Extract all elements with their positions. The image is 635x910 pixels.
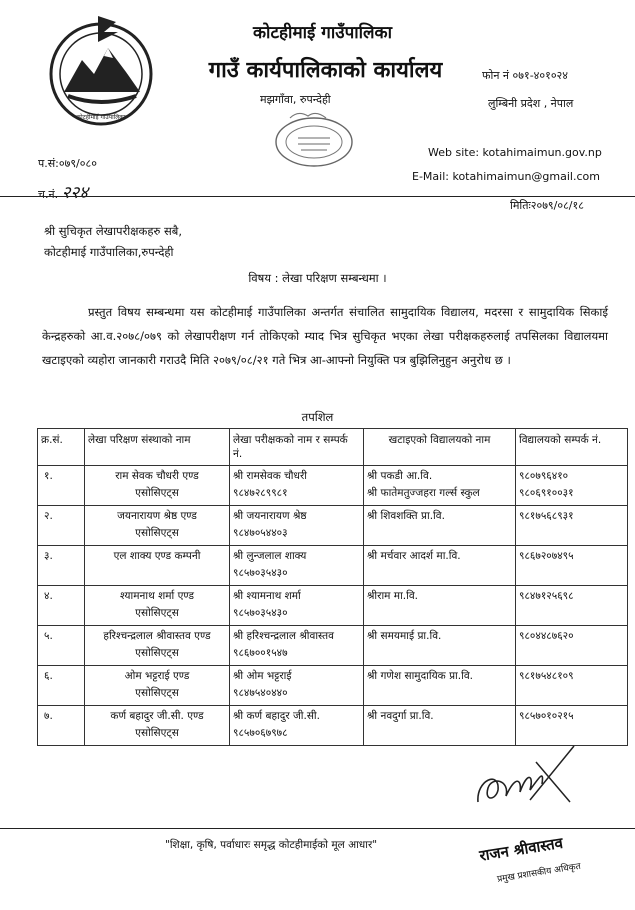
row-contact: [516, 666, 628, 706]
row-contact: [516, 466, 628, 506]
row-school-line: श्री मर्चवार आदर्श मा.वि.: [367, 550, 461, 562]
signature-icon: [470, 740, 580, 820]
row-auditor-line: श्री जयनारायण श्रेष्ठ: [233, 510, 307, 522]
row-school: [364, 626, 516, 666]
row-org-line: एसोसिएट्स: [135, 687, 179, 699]
row-sn-line: ४.: [44, 590, 53, 602]
row-auditor-line: ९८५७०६७९७८: [233, 727, 288, 739]
row-contact-line: ९८०७९६४१०: [519, 470, 569, 482]
chalani-value: २२४: [61, 183, 89, 203]
row-org-line: एसोसिएट्स: [135, 727, 179, 739]
table-row: [38, 466, 628, 506]
row-org-line: राम सेवक चौधरी एण्ड: [115, 470, 199, 482]
row-auditor-line: ९८४७०५४४०३: [233, 527, 288, 539]
row-contact: [516, 586, 628, 626]
table-row: [38, 586, 628, 626]
row-auditor-line: ९८५७०३५४३०: [233, 567, 288, 579]
province-address: लुम्बिनी प्रदेश , नेपाल: [488, 97, 574, 110]
addressee-line-1: श्री सुचिकृत लेखापरीक्षकहरु सबै,: [44, 224, 182, 238]
row-auditor-line: श्री हरिश्चन्द्रलाल श्रीवास्तव: [233, 630, 334, 642]
row-org: [85, 586, 230, 626]
row-org-line: कर्ण बहादुर जी.सी. एण्ड: [110, 710, 204, 722]
header-contact: विद्यालयको सम्पर्क नं.: [516, 429, 628, 466]
row-school: [364, 586, 516, 626]
row-contact-line: ९८४७१२५६९८: [519, 590, 574, 602]
row-school: [364, 546, 516, 586]
row-auditor: [230, 466, 364, 506]
row-school: [364, 666, 516, 706]
row-sn: [38, 586, 85, 626]
row-sn-line: २.: [44, 510, 53, 522]
row-auditor: [230, 666, 364, 706]
row-auditor-line: श्री रामसेवक चौधरी: [233, 470, 307, 482]
letter-date: मितिः२०७९/०८/१८: [510, 199, 584, 212]
letter-body: प्रस्तुत विषय सम्बन्धमा यस कोटहीमाई गाउँपालिका अन्तर्गत संचालित सामुदायिक विद्यालय, मदरसा र सामुदायिक सिकाई केन्द्रहरुको आ.व.२०७८/०७९ को लेखापरीक्षण गर्न तोकिएको म्याद भित्र सुचिकृत भएका लेखा परीक्षकहरुलाई तपसिलका विद्यालयमा खटाइएको व्यहोरा जानकारी गराउदै मिति २०७९/०८/२१ गते भित्र आ-आफ्नो नियुक्ति पत्र बुझिलिनुहुन अनुरोध छ ।: [42, 305, 608, 367]
signatory-name: राजन श्रीवास्तव: [478, 833, 565, 865]
row-school: [364, 506, 516, 546]
website: Web site: kotahimaimun.gov.np: [428, 146, 602, 159]
chalani-number: [38, 180, 88, 203]
footer-divider: [0, 828, 635, 829]
row-contact: [516, 506, 628, 546]
row-org-line: एसोसिएट्स: [135, 527, 179, 539]
row-contact-line: ९८१७५४८१०९: [519, 670, 574, 682]
row-org: [85, 706, 230, 746]
row-org: [85, 506, 230, 546]
row-org-line: श्यामनाथ शर्मा एण्ड: [119, 590, 195, 602]
row-school: [364, 466, 516, 506]
signatory-designation: प्रमुख प्रशासकीय अधिकृत: [496, 861, 582, 885]
chalani-label: च.नं.: [38, 188, 59, 201]
header-sn: क्र.सं.: [38, 429, 85, 466]
row-org-line: ओम भट्टराई एण्ड: [124, 670, 190, 682]
office-location: मझगाँवा, रुपन्देही: [260, 93, 331, 106]
row-org: [85, 466, 230, 506]
row-org-line: एसोसिएट्स: [135, 487, 179, 499]
table-row: [38, 666, 628, 706]
row-auditor-line: ९८४७२८९९८१: [233, 487, 288, 499]
row-sn: [38, 626, 85, 666]
row-auditor: [230, 706, 364, 746]
row-auditor: [230, 626, 364, 666]
header-auditor: लेखा परीक्षकको नाम र सम्पर्क नं.: [230, 429, 364, 466]
municipality-name: कोटहीमाई गाउँपालिका: [252, 23, 393, 43]
row-school-line: श्री शिवशक्ति प्रा.वि.: [367, 510, 445, 522]
row-sn-line: ३.: [44, 550, 53, 562]
table-row: [38, 506, 628, 546]
row-org-line: जयनारायण श्रेष्ठ एण्ड: [117, 510, 197, 522]
row-school-line: श्री पकडी आ.वि.: [367, 470, 433, 482]
row-auditor-line: श्री ओम भट्टराई: [233, 670, 292, 682]
phone-number: फोन नं ०७१-४०१०२४: [482, 69, 568, 82]
row-school-line: श्री गणेश सामुदायिक प्रा.वि.: [367, 670, 474, 682]
footer-motto: "शिक्षा, कृषि, पर्वाधारः समृद्ध कोटहीमाईको मूल आधार": [165, 839, 378, 851]
row-org-line: हरिश्चन्द्रलाल श्रीवास्तव एण्ड: [103, 630, 211, 642]
row-auditor-line: ९८५७०३५४३०: [233, 607, 288, 619]
row-contact-line: ९८५७०१०२१५: [519, 710, 574, 722]
row-org-line: एसोसिएट्स: [135, 647, 179, 659]
row-contact-line: ९८०६९१००३१: [519, 487, 574, 499]
table-header-row: [38, 429, 628, 466]
row-contact-line: ९८१७५६८९३१: [519, 510, 574, 522]
email: E-Mail: kotahimaimun@gmail.com: [412, 170, 600, 183]
row-auditor-line: श्री लुन्जलाल शाक्य: [233, 550, 307, 562]
row-school-line: श्रीराम मा.वि.: [367, 590, 419, 602]
row-sn-line: ६.: [44, 670, 53, 682]
header-school: खटाइएको विद्यालयको नाम: [364, 429, 516, 466]
row-sn: [38, 666, 85, 706]
table-row: [38, 626, 628, 666]
row-auditor: [230, 546, 364, 586]
row-auditor-line: श्री श्यामनाथ शर्मा: [233, 590, 301, 602]
header-org: लेखा परिक्षण संस्थाको नाम: [85, 429, 230, 466]
row-org: [85, 546, 230, 586]
row-sn-line: ७.: [44, 710, 53, 722]
row-auditor: [230, 506, 364, 546]
addressee-line-2: कोटहीमाई गाउँपालिका,रुपन्देही: [44, 245, 174, 259]
header-divider: [0, 196, 635, 197]
row-school-line: श्री फातेमतुज्जहरा गर्ल्स स्कुल: [367, 487, 480, 499]
row-sn-line: १.: [44, 470, 53, 482]
patra-sankhya: प.सं:०७९/०८०: [38, 157, 97, 170]
office-stamp-icon: [268, 108, 360, 172]
row-contact: [516, 546, 628, 586]
row-auditor: [230, 586, 364, 626]
row-contact-line: ९८०४४८७६२०: [519, 630, 574, 642]
row-sn: [38, 706, 85, 746]
row-school-line: श्री नवदुर्गा प्रा.वि.: [367, 710, 434, 722]
row-auditor-line: ९८६७००१५४७: [233, 647, 288, 659]
subject-line: विषय : लेखा परिक्षण सम्बन्धमा ।: [248, 271, 387, 285]
row-sn: [38, 466, 85, 506]
row-auditor-line: श्री कर्ण बहादुर जी.सी.: [233, 710, 320, 722]
row-sn: [38, 546, 85, 586]
row-auditor-line: ९८४७५४०४४०: [233, 687, 288, 699]
row-org-line: एल शाक्य एण्ड कम्पनी: [113, 550, 201, 562]
table-caption: तपशिल: [301, 410, 334, 424]
row-contact: [516, 626, 628, 666]
logo-ring-text: कोटहीमाई गाउँपालिका: [76, 114, 126, 121]
row-sn-line: ५.: [44, 630, 53, 642]
table-row: [38, 546, 628, 586]
auditor-assignment-table: [37, 428, 628, 746]
office-name: गाउँ कार्यपालिकाको कार्यालय: [208, 58, 443, 83]
row-school-line: श्री समयमाई प्रा.वि.: [367, 630, 442, 642]
row-org: [85, 666, 230, 706]
row-org-line: एसोसिएट्स: [135, 607, 179, 619]
row-org: [85, 626, 230, 666]
row-sn: [38, 506, 85, 546]
row-contact-line: ९८६७२०७४९५: [519, 550, 574, 562]
